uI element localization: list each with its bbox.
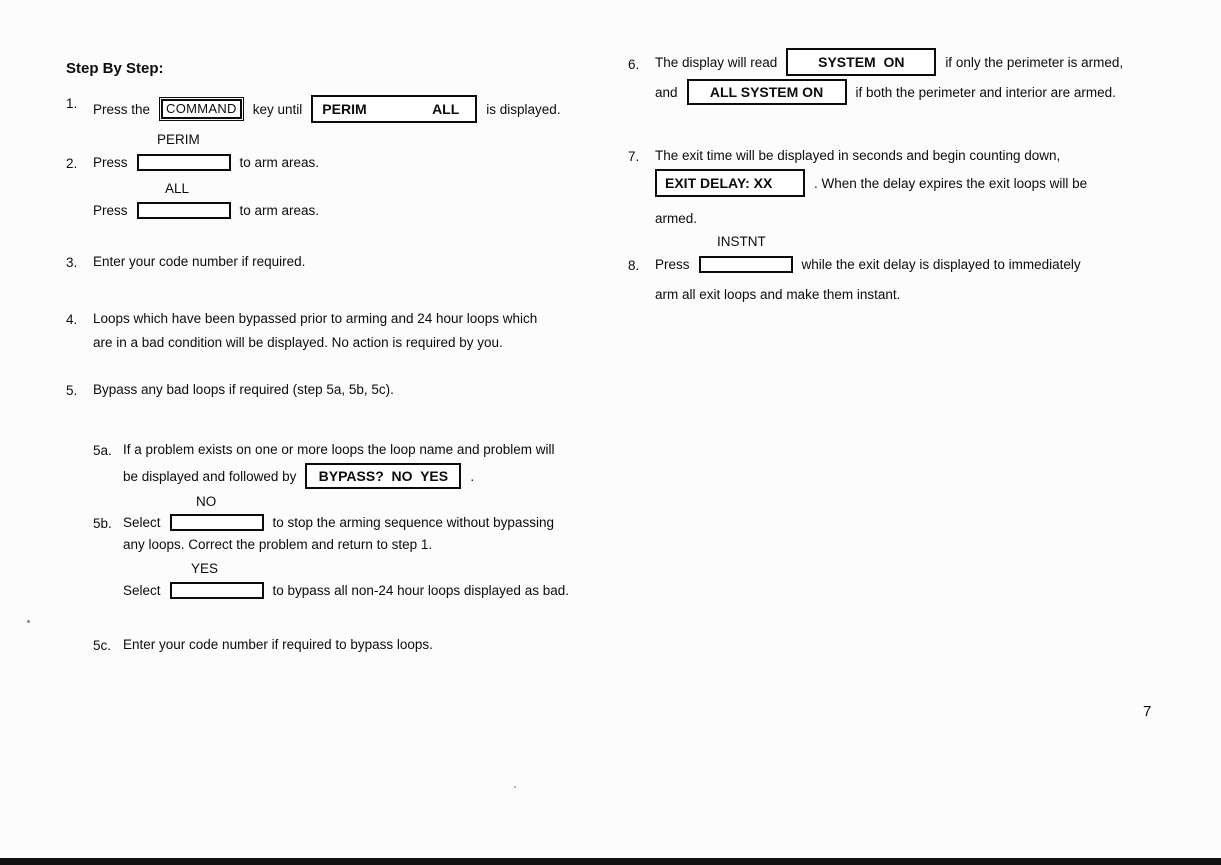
step-text: Loops which have been bypassed prior to arming and 24 hour loops which — [93, 311, 538, 326]
step-text: if both the perimeter and interior are armed. — [855, 84, 1116, 100]
step-text: If a problem exists on one or more loops the loop name and problem will — [123, 442, 555, 457]
page-number: 7 — [1143, 703, 1152, 720]
display-text: ALL — [432, 101, 460, 117]
step-text: be displayed and followed by — [123, 468, 297, 484]
page-heading: Step By Step: — [66, 60, 164, 77]
step-text: to stop the arming sequence without bypassing — [272, 515, 554, 530]
display-box-perim-all — [311, 95, 477, 123]
step-text: to arm areas. — [239, 203, 320, 218]
step-5a-row — [123, 463, 626, 489]
display-text: PERIM — [322, 101, 367, 117]
step-2-row — [93, 154, 626, 171]
key-box-blank — [170, 514, 264, 531]
step-text: to arm areas. — [239, 155, 320, 170]
step-6 — [628, 48, 1193, 105]
step-text: if only the perimeter is armed, — [945, 54, 1124, 70]
scan-speck — [514, 786, 516, 788]
step-6-row2 — [655, 79, 1193, 105]
step-6-row1 — [655, 48, 1193, 76]
step-text: while the exit delay is displayed to immediately — [801, 257, 1081, 272]
display-box-bypass: BYPASS? NO YES — [305, 463, 461, 489]
perim-key-label: PERIM — [157, 132, 200, 147]
step-text: Press — [655, 257, 690, 272]
step-text: Press — [93, 203, 128, 218]
key-box-blank — [137, 154, 231, 171]
step-5c — [93, 636, 626, 654]
step-8-body — [655, 256, 1193, 303]
step-5 — [66, 381, 626, 399]
step-8 — [628, 256, 1193, 303]
step-text: Enter your code number if required. — [93, 254, 306, 269]
step-number: 5a. — [93, 443, 112, 458]
scan-speck — [27, 620, 30, 623]
step-number: 1. — [66, 96, 78, 111]
step-text: Bypass any bad loops if required (step 5a, 5b, 5c). — [93, 382, 394, 397]
step-7 — [628, 147, 1193, 227]
step-text: Select — [123, 515, 161, 530]
step-5b-row — [123, 514, 626, 531]
step-text: is displayed. — [486, 101, 561, 117]
step-number: 8. — [628, 258, 640, 273]
step-4 — [66, 310, 626, 351]
step-number: 6. — [628, 57, 640, 72]
step-text: Press the — [93, 101, 151, 117]
step-7-row — [655, 169, 1193, 197]
step-2b-row — [93, 202, 626, 219]
no-key-label: NO — [196, 494, 217, 509]
step-7-body — [655, 147, 1193, 227]
key-box-blank — [170, 582, 264, 599]
step-text: . When the delay expires the exit loops will be — [814, 175, 1088, 191]
display-box-all-system-on: ALL SYSTEM ON — [687, 79, 847, 105]
left-column — [66, 54, 626, 654]
step-text: arm all exit loops and make them instant. — [655, 287, 901, 302]
step-text: Enter your code number if required to bypass loops. — [123, 637, 433, 652]
step-5a-body — [123, 441, 626, 489]
step-1-row — [93, 94, 626, 124]
step-number: 5c. — [93, 638, 112, 653]
step-3 — [66, 253, 626, 271]
step-6-body — [655, 48, 1193, 105]
all-key-label: ALL — [165, 181, 190, 196]
step-number: 5. — [66, 383, 78, 398]
step-number: 4. — [66, 312, 78, 327]
step-text: key until — [252, 101, 303, 117]
step-2 — [66, 154, 626, 172]
step-text: to bypass all non-24 hour loops displayed as bad. — [272, 583, 569, 598]
step-text: and — [655, 84, 678, 100]
step-1 — [66, 94, 626, 124]
step-8-row — [655, 256, 1193, 273]
display-box-exit-delay: EXIT DELAY: XX — [655, 169, 805, 197]
step-4-body — [93, 310, 626, 351]
step-text: Press — [93, 155, 128, 170]
display-box-system-on: SYSTEM ON — [786, 48, 936, 76]
step-text: The exit time will be displayed in seconds and begin counting down, — [655, 148, 1061, 163]
key-box-blank — [137, 202, 231, 219]
step-number: 2. — [66, 156, 78, 171]
step-text: . — [470, 468, 475, 484]
step-number: 7. — [628, 149, 640, 164]
step-text: Select — [123, 583, 161, 598]
key-box-blank — [699, 256, 793, 273]
step-5b2-row — [123, 582, 626, 599]
scan-edge-bar — [0, 858, 1221, 865]
step-5b — [93, 514, 626, 553]
step-number: 5b. — [93, 516, 112, 531]
step-text: are in a bad condition will be displayed. No action is required by you. — [93, 335, 503, 350]
step-5b-body — [123, 514, 626, 553]
instnt-key-label: INSTNT — [717, 234, 766, 249]
step-text: any loops. Correct the problem and return to step 1. — [123, 537, 433, 552]
right-column — [628, 48, 1193, 303]
step-text: The display will read — [655, 54, 778, 70]
step-text: armed. — [655, 211, 698, 226]
step-number: 3. — [66, 255, 78, 270]
command-key: COMMAND — [161, 99, 242, 119]
yes-key-label: YES — [191, 561, 219, 576]
step-5a — [93, 441, 626, 489]
